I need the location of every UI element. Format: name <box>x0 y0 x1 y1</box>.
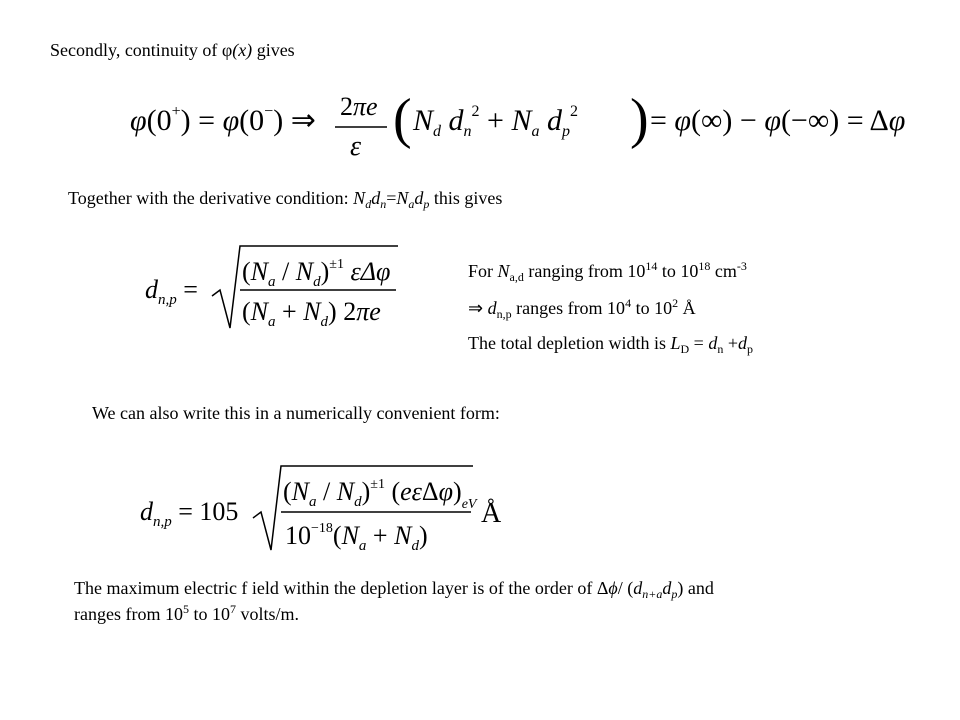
continuity-equation <box>125 85 906 165</box>
eq3-lhs: $d_{n,p} = 105$ <box>140 497 239 530</box>
numerical-form-line: We can also write this in a numerically convenient form: <box>92 403 500 423</box>
range-to: to 10 <box>188 604 230 624</box>
eq3-numerator: $(N_a / N_d)^{\pm 1}$ $(e\varepsilon\Delta\varphi)_{eV}$ <box>283 477 477 512</box>
implies-arrow: ⇒ <box>468 298 484 318</box>
note3-prefix: The total depletion width is <box>468 333 671 353</box>
sub-p: p <box>671 587 678 601</box>
exp-2: 2 <box>672 296 679 310</box>
n-symbol: N <box>497 261 510 281</box>
derivative-condition-line <box>68 188 502 211</box>
note2-to: to 10 <box>631 298 673 318</box>
sub-n: n <box>717 342 724 356</box>
line2-prefix: Together with the derivative condition: <box>68 188 354 208</box>
eq2-denominator: $(N_a + N_d)$ 2πe <box>242 297 381 330</box>
sub-p: p <box>423 197 430 211</box>
sub-n-plus-a: n+a <box>642 587 663 601</box>
eq1-lhs: φ(0+) = φ(0−) ⇒ <box>130 103 316 137</box>
d-symbol: d <box>662 578 672 598</box>
unit-exp: -3 <box>736 259 747 273</box>
equals: = <box>689 333 709 353</box>
sub-n: n <box>380 197 387 211</box>
intro-prefix: Secondly, continuity of <box>50 40 222 60</box>
eq2-numerator: $(N_a / N_d)^{\pm 1}$ εΔφ <box>242 257 391 290</box>
exp-5: 5 <box>182 602 189 616</box>
d-symbol: d <box>371 188 381 208</box>
close-paren-and: ) and <box>677 578 714 598</box>
eq1-frac-num: 2πe <box>340 92 378 121</box>
note-range-d <box>468 296 696 321</box>
d-symbol: d <box>483 298 497 318</box>
eq3-unit-angstrom: Å <box>481 498 502 529</box>
sub-d: d <box>365 197 372 211</box>
range-text: ranges from 10 <box>74 604 183 624</box>
n-symbol: N <box>353 188 366 208</box>
sub-D: D <box>680 342 690 356</box>
intro-suffix: gives <box>252 40 295 60</box>
eq1-frac-den: ε <box>350 131 362 162</box>
n-symbol: N <box>396 188 409 208</box>
para-text: The maximum electric f ield within the depletion layer is of the order of <box>74 578 597 598</box>
line2-suffix: this gives <box>429 188 503 208</box>
note2-unit: Å <box>678 298 696 318</box>
note1-unit: cm <box>710 261 737 281</box>
delta-symbol: Δ <box>596 578 609 598</box>
note-total-width <box>468 333 753 356</box>
note2-mid: ranges from 10 <box>511 298 626 318</box>
note-range-N <box>468 259 747 284</box>
phi-argument: (x) <box>232 40 253 60</box>
max-field-line-1 <box>74 578 714 601</box>
sub-np: n,p <box>496 307 512 321</box>
eq2-lhs: $d_{n,p}$ = <box>145 275 198 308</box>
d-symbol: d <box>737 333 747 353</box>
numerical-depletion-equation <box>135 458 515 558</box>
d-symbol: d <box>414 188 424 208</box>
depletion-width-equation <box>140 238 410 338</box>
exp-14: 14 <box>645 259 658 273</box>
d-symbol: d <box>633 578 643 598</box>
eq1-paren-open: ( <box>393 88 412 150</box>
note1-to: to 10 <box>657 261 699 281</box>
d-symbol: d <box>708 333 718 353</box>
eq1-rhs: = φ(∞) − φ(−∞) = Δφ <box>650 104 906 137</box>
phi-symbol: ϕ <box>608 578 618 598</box>
equals: = <box>386 188 397 208</box>
max-field-line-2 <box>74 602 299 626</box>
note1-mid: ranging from 10 <box>523 261 646 281</box>
eq3-denominator: $10^{-18}(N_a + N_d)$ <box>285 521 428 554</box>
l-symbol: L <box>670 333 681 353</box>
sub-a: a <box>408 197 415 211</box>
sub-ad: a,d <box>509 270 524 284</box>
eq1-paren-content: $N_d$ $d_n^2 + N_a$ $d_p^2$ <box>413 103 578 140</box>
plus: + <box>723 333 738 353</box>
exp-18: 18 <box>698 259 711 273</box>
exp-4: 4 <box>625 296 632 310</box>
sub-p: p <box>746 342 753 356</box>
eq1-paren-close: ) <box>630 88 649 150</box>
phi-symbol: φ <box>221 40 233 60</box>
range-unit: volts/m. <box>235 604 299 624</box>
note1-prefix: For <box>468 261 498 281</box>
intro-line <box>50 40 295 62</box>
exp-7: 7 <box>229 602 236 616</box>
slash: / ( <box>617 578 634 598</box>
